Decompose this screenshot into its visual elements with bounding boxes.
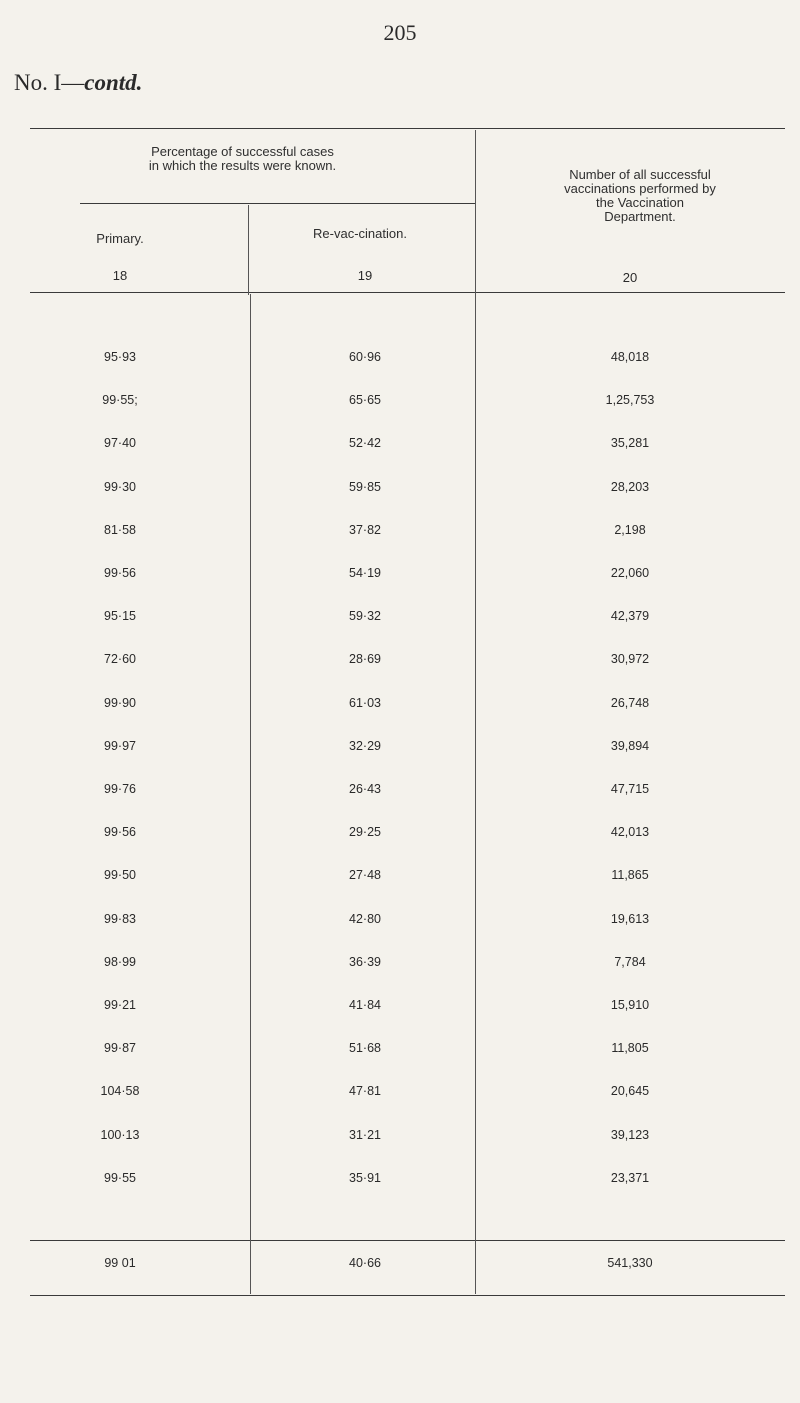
- vaccinations-cell: 1,25,753: [605, 393, 655, 408]
- table-row: [0, 350, 800, 370]
- header-bottom-rule: [30, 292, 785, 293]
- revaccination-cell: 52·42: [349, 436, 381, 451]
- group-header: Percentage of successful cases in which the results were known.: [148, 144, 337, 173]
- primary-cell: 99·56: [104, 566, 136, 580]
- page-number: 205: [383, 20, 417, 45]
- table-row: [0, 609, 800, 629]
- vaccinations-cell: 19,613: [610, 911, 650, 926]
- table-row: [0, 868, 800, 888]
- revaccination-cell: 59·85: [349, 479, 381, 494]
- col1-number: 18: [112, 268, 128, 283]
- total-row: [0, 1256, 800, 1276]
- total-top-rule: [30, 1240, 785, 1241]
- primary-cell: 81·58: [104, 522, 136, 537]
- primary-cell: 100·13: [100, 1127, 140, 1142]
- vaccinations-cell: 7,784: [614, 954, 646, 969]
- revaccination-cell: 29·25: [349, 825, 381, 840]
- table-row: [0, 1084, 800, 1104]
- total-vaccinations: 541,330: [607, 1256, 653, 1270]
- table-row: [0, 739, 800, 759]
- revaccination-cell: 54·19: [349, 566, 381, 580]
- primary-cell: 99·55: [104, 1170, 136, 1185]
- vaccinations-cell: 39,894: [610, 738, 650, 753]
- vaccinations-cell: 26,748: [610, 695, 650, 710]
- bottom-rule: [30, 1295, 785, 1296]
- revaccination-cell: 32·29: [349, 738, 381, 753]
- col1-col2-divider-header: [248, 205, 249, 295]
- primary-cell: 104·58: [100, 1084, 140, 1099]
- primary-cell: 99·97: [104, 738, 136, 753]
- vaccinations-cell: 2,198: [614, 522, 646, 537]
- vaccinations-cell: 47,715: [610, 782, 650, 796]
- table-row: [0, 652, 800, 672]
- revaccination-cell: 41·84: [349, 998, 381, 1012]
- revaccination-cell: 59·32: [349, 609, 381, 624]
- revaccination-cell: 65·65: [349, 393, 381, 408]
- revaccination-cell: 42·80: [349, 911, 381, 926]
- vaccinations-cell: 42,013: [610, 825, 650, 840]
- total-revaccination: 40·66: [349, 1256, 381, 1270]
- table-row: [0, 1041, 800, 1061]
- total-primary: 99 01: [104, 1256, 136, 1270]
- primary-cell: 98·99: [104, 954, 136, 969]
- revaccination-cell: 26·43: [349, 782, 381, 796]
- vaccinations-cell: 15,910: [610, 998, 650, 1012]
- primary-cell: 99·50: [104, 868, 136, 883]
- vaccinations-cell: 22,060: [610, 566, 650, 580]
- table-heading: [14, 70, 142, 96]
- col2-number: 19: [357, 268, 373, 283]
- vaccinations-cell: 42,379: [610, 609, 650, 624]
- revaccination-cell: 27·48: [349, 868, 381, 883]
- col3-number: 20: [622, 270, 638, 285]
- primary-cell: 99·90: [104, 695, 136, 710]
- revaccination-cell: 36·39: [349, 954, 381, 969]
- primary-cell: 95·15: [104, 609, 136, 624]
- primary-cell: 95·93: [104, 350, 136, 364]
- primary-cell: 99·30: [104, 479, 136, 494]
- vaccinations-cell: 20,645: [610, 1084, 650, 1099]
- table-row: [0, 436, 800, 456]
- primary-cell: 97·40: [104, 436, 136, 451]
- table-row: [0, 912, 800, 932]
- heading-prefix: No. I—: [14, 70, 85, 95]
- primary-cell: 99·56: [104, 825, 136, 840]
- table-row: [0, 1171, 800, 1191]
- col2-header: Re-vac-cination.: [313, 226, 407, 241]
- primary-cell: 99·21: [104, 998, 136, 1012]
- revaccination-cell: 37·82: [349, 522, 381, 537]
- col3-header: Number of all successful vaccinations performed by the Vaccination Department.: [564, 167, 716, 224]
- vaccinations-cell: 28,203: [610, 479, 650, 494]
- vaccinations-cell: 23,371: [610, 1170, 650, 1185]
- heading-contd: contd.: [84, 70, 143, 95]
- primary-cell: 99·55;: [102, 393, 138, 408]
- vaccinations-cell: 11,805: [611, 1041, 649, 1056]
- vaccinations-cell: 30,972: [610, 652, 650, 667]
- revaccination-cell: 28·69: [349, 652, 381, 667]
- table-row: [0, 782, 800, 802]
- table-row: [0, 393, 800, 413]
- vaccinations-cell: 39,123: [610, 1127, 650, 1142]
- group-divider: [475, 130, 476, 295]
- table-row: [0, 1128, 800, 1148]
- col1-header: Primary.: [96, 231, 144, 246]
- table-row: [0, 696, 800, 716]
- revaccination-cell: 60·96: [349, 350, 381, 364]
- primary-cell: 99·76: [104, 782, 136, 796]
- revaccination-cell: 47·81: [349, 1084, 381, 1099]
- vaccinations-cell: 11,865: [611, 868, 649, 883]
- primary-cell: 99·83: [104, 911, 136, 926]
- group-header-rule: [80, 203, 475, 204]
- vaccinations-cell: 48,018: [610, 350, 650, 364]
- primary-cell: 99·87: [104, 1041, 136, 1056]
- table-row: [0, 523, 800, 543]
- table-row: [0, 480, 800, 500]
- revaccination-cell: 61·03: [349, 695, 381, 710]
- revaccination-cell: 31·21: [349, 1127, 381, 1142]
- table-row: [0, 955, 800, 975]
- top-rule: [30, 128, 785, 129]
- table-row: [0, 566, 800, 586]
- table-row: [0, 998, 800, 1018]
- revaccination-cell: 51·68: [349, 1041, 381, 1056]
- vaccinations-cell: 35,281: [610, 436, 650, 451]
- revaccination-cell: 35·91: [349, 1170, 381, 1185]
- primary-cell: 72·60: [104, 652, 136, 667]
- table-row: [0, 825, 800, 845]
